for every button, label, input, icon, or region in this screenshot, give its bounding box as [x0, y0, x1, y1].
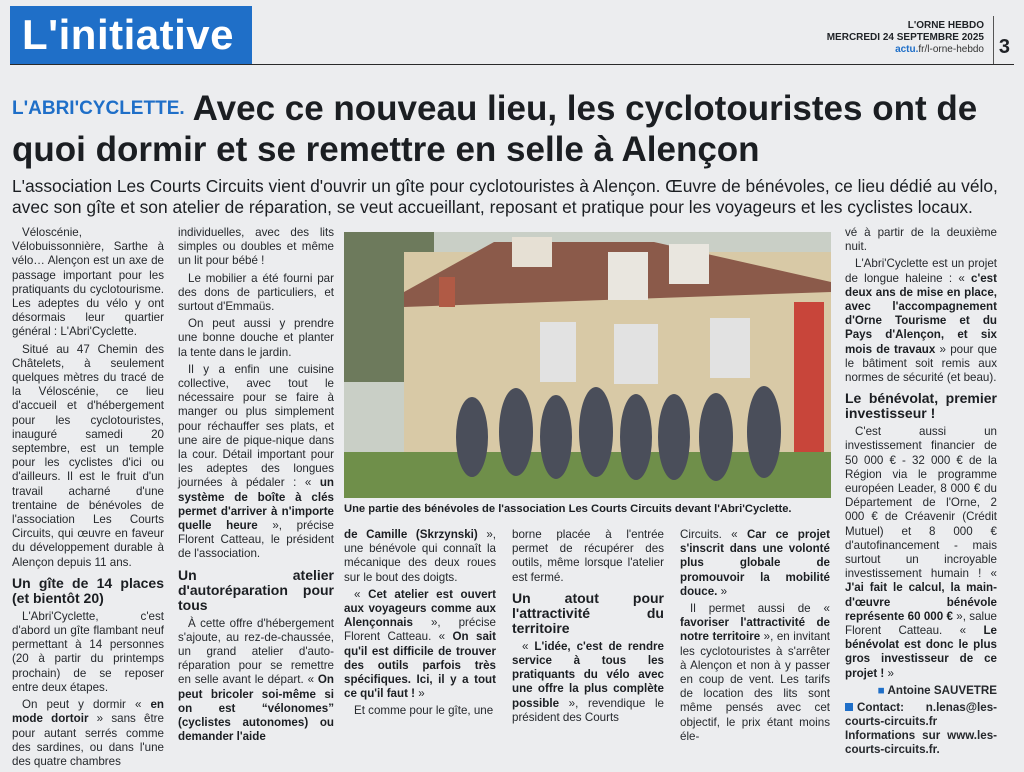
subheading: Un gîte de 14 places (et bientôt 20): [12, 574, 164, 606]
headline-text: Avec ce nouveau lieu, les cyclotouristes ont de quoi dormir et se remettre en selle à Alençon: [12, 89, 978, 169]
paragraph: de Camille (Skrzynski) », une bénévole qui connaît la mécanique des deux roues sur le bout des doigts.: [344, 528, 496, 584]
masthead: [827, 20, 984, 56]
paragraph: Circuits. « Car ce projet s'inscrit dans une volonté plus globale de promouvoir la mobilité douce. »: [680, 528, 830, 598]
contact-info: [845, 701, 997, 757]
bullet-square-icon: [845, 703, 853, 711]
paragraph: Véloscénie, Vélobuissonnière, Sarthe à vélo… Alençon est un axe de passage important pour les pratiquants du cyclotourisme. Les adeptes du vélo y ont désormais leur quartier général : L'Abri'Cyclette.: [12, 226, 164, 339]
paragraph: Situé au 47 Chemin des Châtelets, à seulement quelques mètres du tracé de la Véloscénie, ce lieu d'accueil et d'hébergement pour les cyclotouristes, inauguré samedi 20 septembre, est un temple pour les cyclistes d'ici ou d'ailleurs. Il est le fruit d'un travail acharné d'une trentaine de bénévoles de l'association Les Courts Circuits, qui œuvre en faveur du développement durable à Alençon depuis 11 ans.: [12, 342, 164, 569]
paragraph: À cette offre d'hébergement s'ajoute, au rez-de-chaussée, un grand atelier d'auto-réparation pour se remettre en selle avant le départ. « On peut bricoler soi-même si on est “vélonomes” (cyclistes autonomes) ou demander l'aide: [178, 616, 334, 744]
paragraph: « Cet atelier est ouvert aux voyageurs comme aux Alençonnais », précise Florent Catteau. « On sait qu'il est difficile de trouver des outils parfois très spécifiques. Ici, il y a tout ce qu'il faut ! »: [344, 587, 496, 701]
subheading: Un atelier d'autoréparation pour tous: [178, 566, 334, 613]
contact-email[interactable]: Contact: n.lenas@les-courts-circuits.fr: [845, 701, 997, 729]
paragraph: Le mobilier a été fourni par des dons de particuliers, et surtout d'Emmaüs.: [178, 271, 334, 314]
section-rubric: L'initiative: [10, 6, 252, 64]
kicker: L'ABRI'CYCLETTE.: [12, 98, 185, 119]
column-4: [512, 528, 664, 728]
paragraph: L'Abri'Cyclette, c'est d'abord un gîte flambant neuf permettant à 14 personnes (20 à partir du printemps prochain) de se reposer entre deux étapes.: [12, 609, 164, 694]
paragraph: On peut aussi y prendre une bonne douche et planter la tente dans le jardin.: [178, 317, 334, 359]
author-signature: ■ Antoine SAUVETRE: [877, 683, 997, 697]
column-5: [680, 528, 830, 747]
paragraph: borne placée à l'entrée permet de récupérer des outils, même lorsque l'atelier est fermé.: [512, 528, 664, 584]
contact-website[interactable]: Informations sur www.les-courts-circuits.fr.: [845, 729, 997, 757]
paragraph: On peut y dormir « en mode dortoir » sans être pour autant serrés comme des sardines, ou dans l'une des quatre chambres: [12, 698, 164, 768]
masthead-divider: [993, 16, 994, 64]
paragraph: Il permet aussi de « favoriser l'attractivité de notre territoire », en invitant les cyclotouristes à s'arrêter à Alençon et non à y passer en coup de vent. Les tarifs de location des lits sont même pensés avec cet objectif, le prix étant moins éle-: [680, 602, 830, 743]
column-2: [178, 226, 334, 748]
photo-caption: Une partie des bénévoles de l'association Les Courts Circuits devant l'Abri'Cyclette.: [344, 503, 792, 515]
article-standfirst: L'association Les Courts Circuits vient d'ouvrir un gîte pour cyclotouristes à Alençon. Œuvre de bénévoles, ce lieu dédié au vélo, avec son gîte et son atelier de réparation, se veut accueillant, reposant et pratique pour les voyageurs et les cyclistes locaux.: [12, 176, 998, 217]
paragraph: C'est aussi un investissement financier de 50 000 € - 32 000 € de la Région via le programme européen Leader, 8 000 € du Département de l'Orne, 2 000 € de Créavenir (Crédit Mutuel) et 8 000 € d'autofinancement - mais surtout un incroyable investissement humain ! « J'ai fait le calcul, la main-d'œuvre bénévole représente 60 000 € », salue Florent Catteau. « Le bénévolat est donc le plus gros investisseur de ce projet ! »: [845, 425, 998, 680]
newspaper-name: L'ORNE HEBDO: [907, 20, 984, 31]
paragraph: vé à partir de la deuxième nuit.: [845, 226, 997, 254]
paragraph: individuelles, avec des lits simples ou doubles et même un lit pour bébé !: [178, 226, 334, 268]
column-3: [344, 528, 496, 722]
paragraph: L'Abri'Cyclette est un projet de longue haleine : « c'est deux ans de mise en place, avec l'accompagnement d'Orne Tourisme et du Pays d'Alençon, et six mois de travaux » pour que le bâtiment soit remis aux normes de sécurité (et beau).: [845, 257, 997, 385]
website-link[interactable]: actu.fr/l-orne-hebdo: [895, 44, 984, 55]
page-number: 3: [998, 36, 1010, 58]
article-photo: [344, 232, 831, 498]
paragraph: Il y a enfin une cuisine collective, avec tout le nécessaire pour se faire à manger ou plus simplement pour réchauffer ses plats, et une aire de pique-nique dans la cour. Détail important pour les adeptes des longues journées à pédaler : « un système de boîte à clés permet d'arriver à n'importe quelle heure », précise Florent Catteau, le président de l'association.: [178, 362, 334, 561]
column-6: [845, 226, 997, 757]
paragraph: « L'idée, c'est de rendre service à tous les pratiquants du vélo avec une offre la plus complète possible », revendique le président des Courts: [512, 639, 665, 724]
subheading: Un atout pour l'attractivité du territoire: [512, 589, 664, 636]
subheading: Le bénévolat, premier investisseur !: [845, 390, 997, 422]
issue-date: MERCREDI 24 SEPTEMBRE 2025: [826, 32, 984, 43]
article-headline: [12, 88, 1002, 170]
paragraph: Et comme pour le gîte, une: [354, 704, 494, 718]
header-rule: [10, 64, 1014, 65]
column-1: [12, 226, 164, 772]
group-photo-illustration: [344, 232, 831, 498]
